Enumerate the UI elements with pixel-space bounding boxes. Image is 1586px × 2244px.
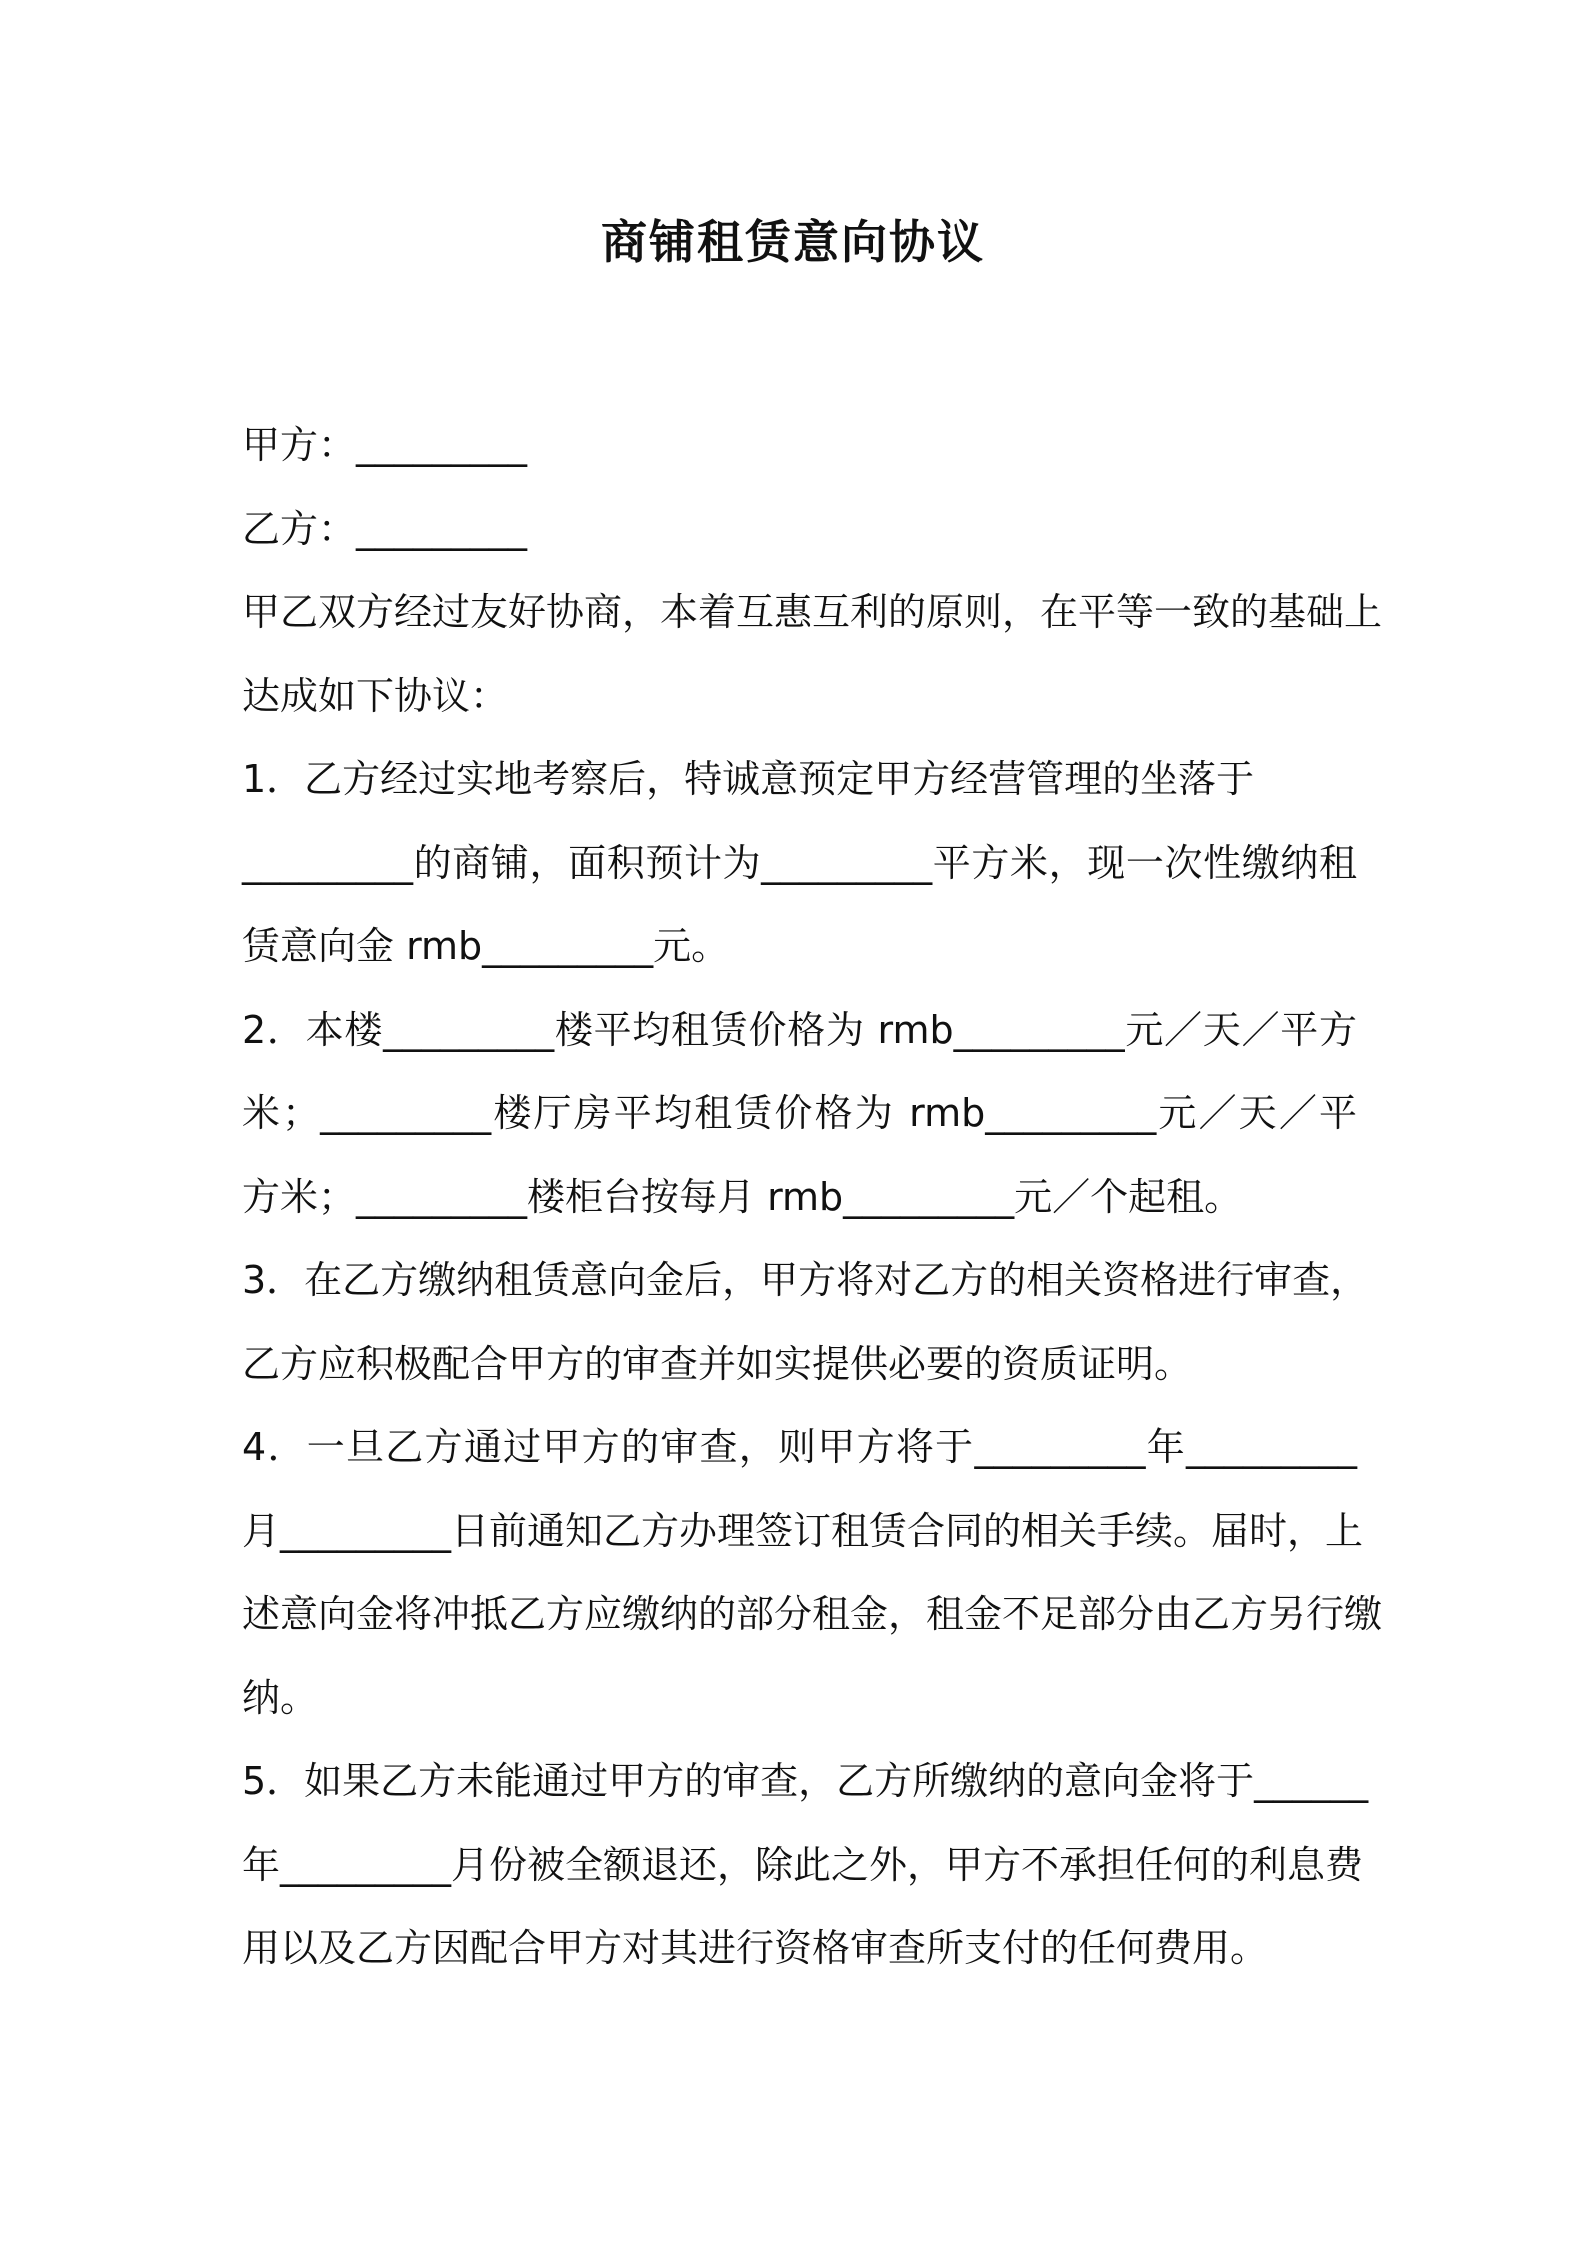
party-b-line: 乙方：_________	[242, 506, 528, 551]
preamble-line: 达成如下协议：	[242, 673, 509, 718]
party-a-line: 甲方：_________	[242, 423, 528, 467]
preamble-line: 甲乙双方经过友好协商，本着互惠互利的原则，在平等一致的基础上	[242, 590, 1383, 634]
clause-3-line: 3．在乙方缴纳租赁意向金后，甲方将对乙方的相关资格进行审查，	[242, 1258, 1369, 1302]
document-title: 商铺租赁意向协议	[601, 215, 985, 269]
document-body	[242, 404, 1383, 1991]
clause-5-line: 年_________月份被全额退还，除此之外，甲方不承担任何的利息费	[242, 1842, 1364, 1887]
clause-1-line: 赁意向金 rmb_________元。	[242, 924, 730, 968]
clause-4-line: 4．一旦乙方通过甲方的审查，则甲方将于_________年_________	[242, 1425, 1357, 1469]
clause-1-line: _________的商铺，面积预计为_________平方米，现一次性缴纳租	[242, 840, 1357, 885]
clause-5-line: 用以及乙方因配合甲方对其进行资格审查所支付的任何费用。	[242, 1926, 1269, 1970]
clause-2-line: 2．本楼_________楼平均租赁价格为 rmb_________元／天／平方	[242, 1007, 1357, 1052]
clause-4-line: 纳。	[242, 1675, 319, 1720]
clause-1-line: 1．乙方经过实地考察后，特诚意预定甲方经营管理的坐落于	[242, 757, 1255, 801]
clause-4-line: 月_________日前通知乙方办理签订租赁合同的相关手续。届时，上	[242, 1508, 1364, 1553]
clause-3-line: 乙方应积极配合甲方的审查并如实提供必要的资质证明。	[242, 1341, 1193, 1386]
clause-4-line: 述意向金将冲抵乙方应缴纳的部分租金，租金不足部分由乙方另行缴	[242, 1592, 1383, 1636]
clause-2-line: 米；_________楼厅房平均租赁价格为 rmb_________元／天／平	[242, 1091, 1357, 1135]
clause-5-line: 5．如果乙方未能通过甲方的审查，乙方所缴纳的意向金将于______	[242, 1759, 1369, 1803]
clause-2-line: 方米；_________楼柜台按每月 rmb_________元／个起租。	[242, 1174, 1243, 1219]
